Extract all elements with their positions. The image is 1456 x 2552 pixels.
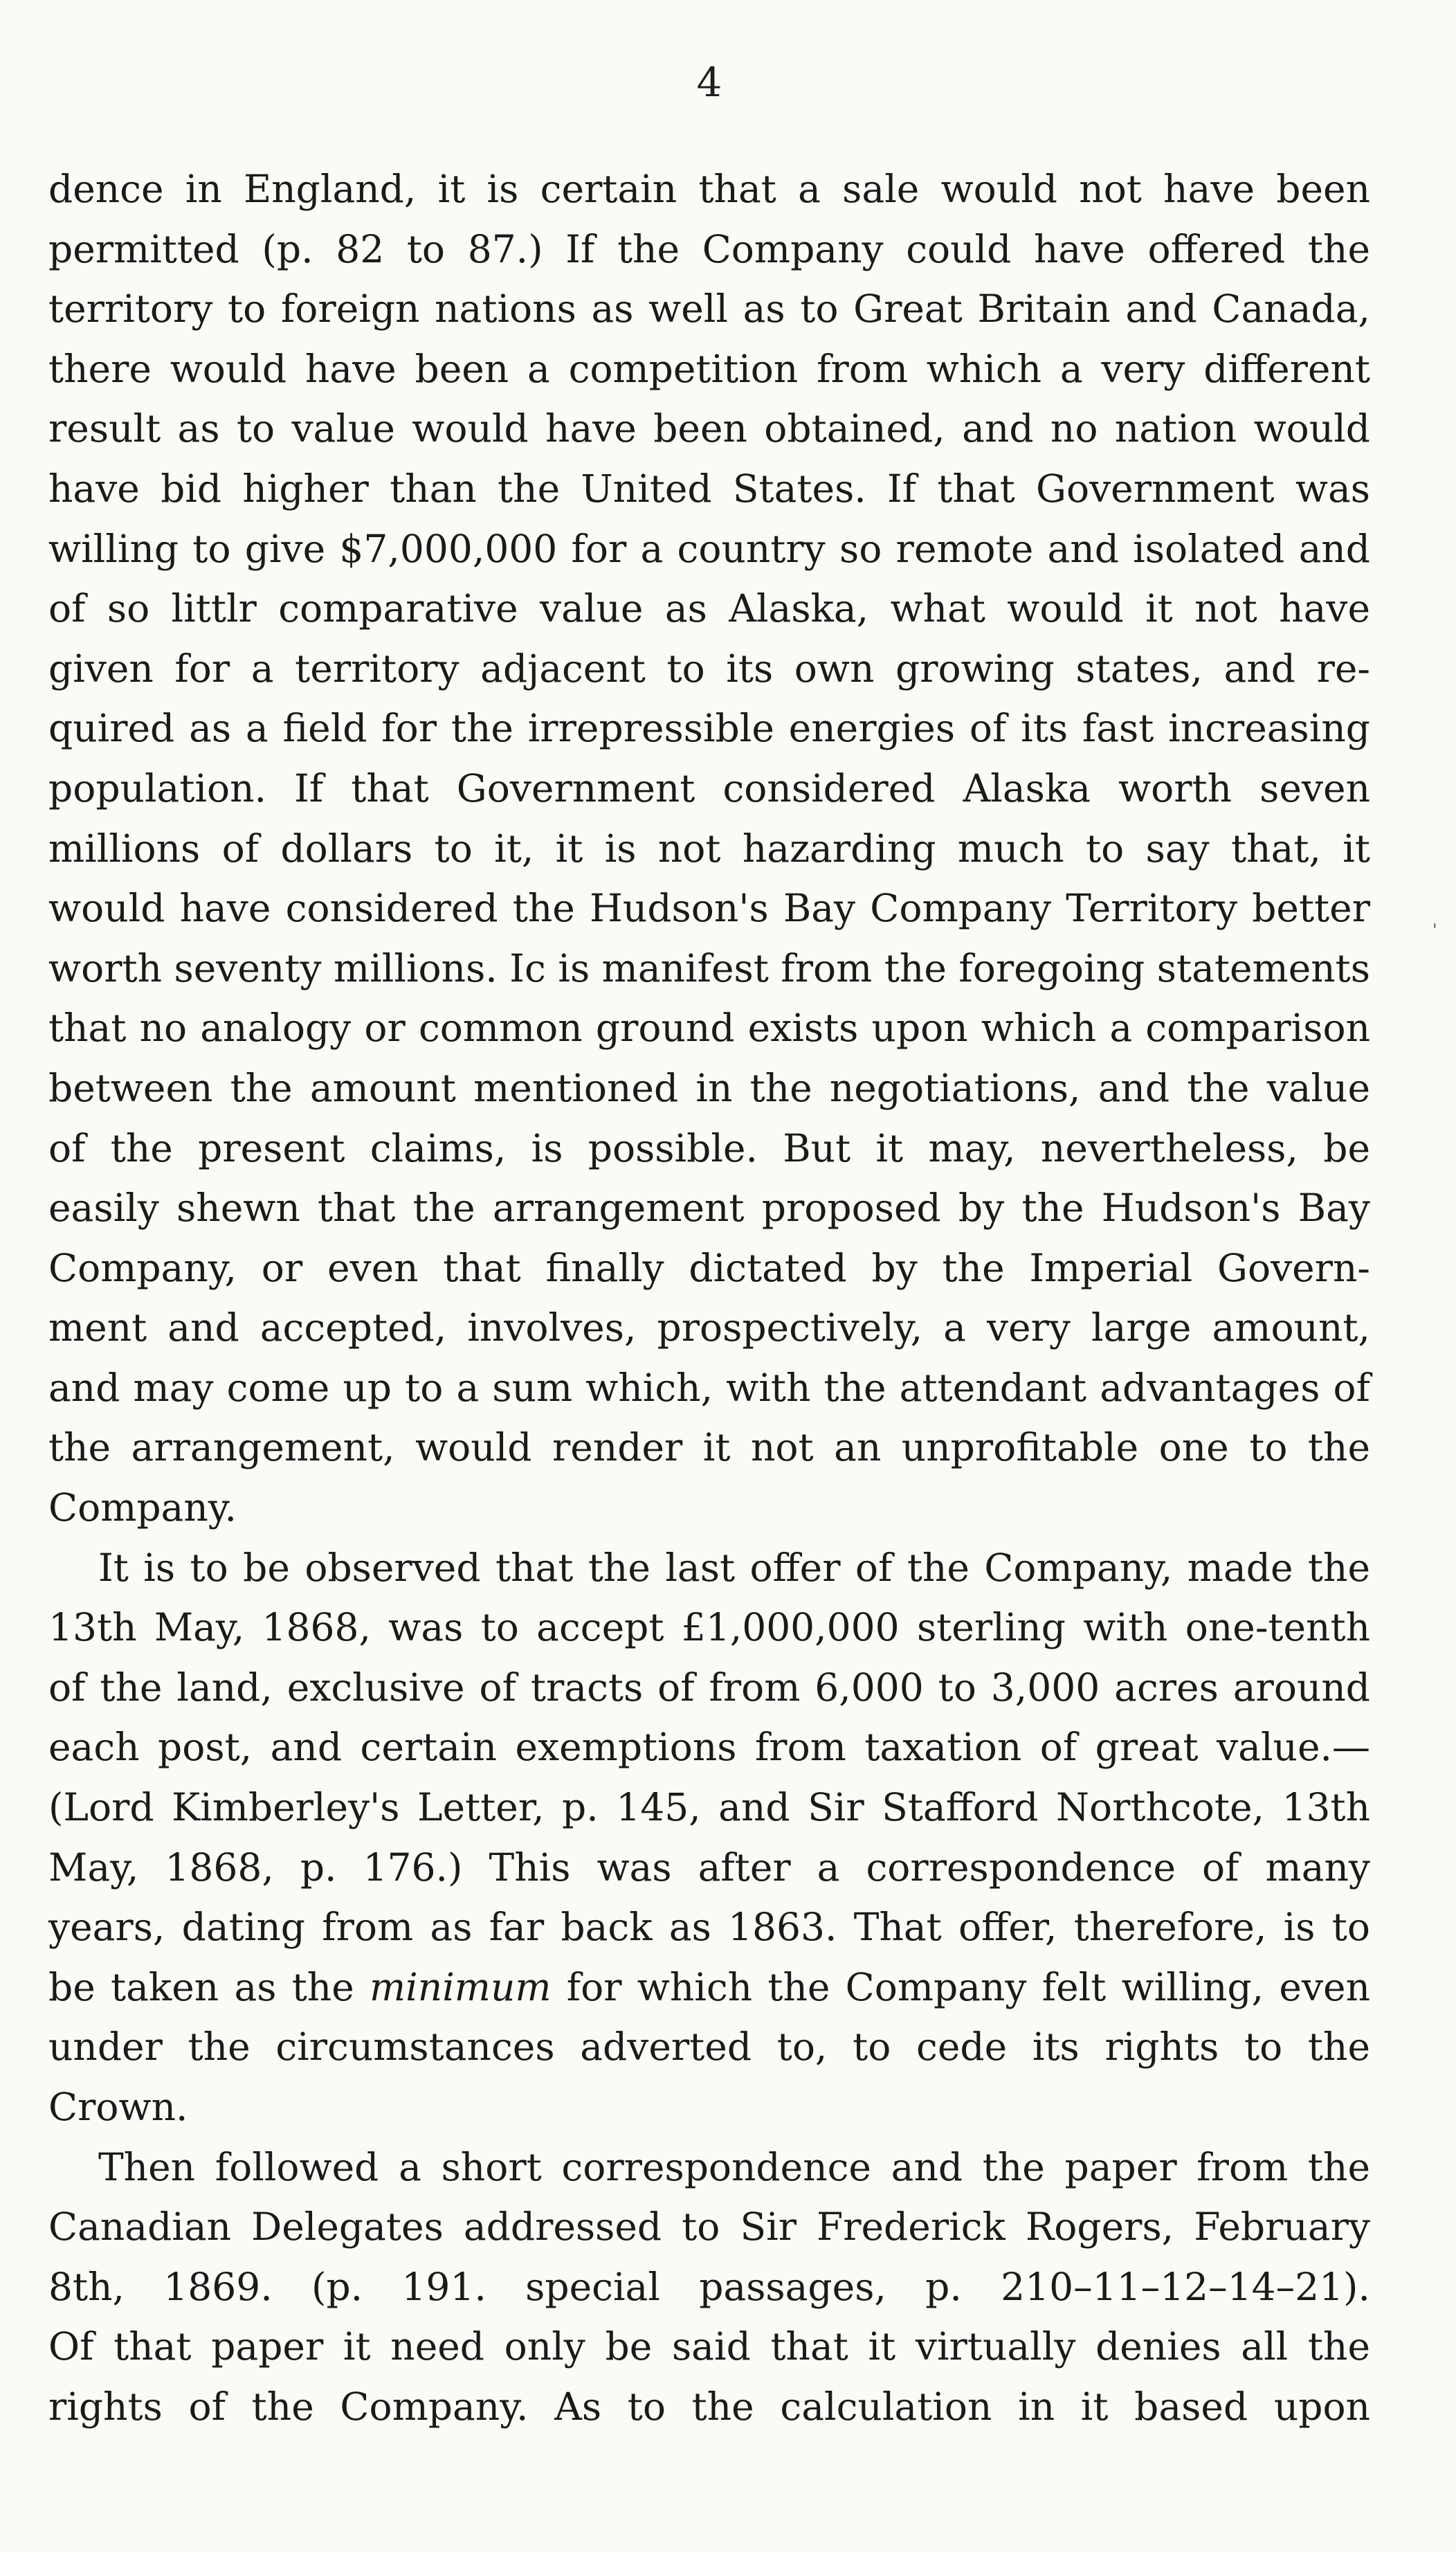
text-line: there would have been a competition from which a very different <box>48 346 1370 391</box>
text-line: Of that paper it need only be said that it virtually denies all the <box>48 2324 1370 2369</box>
text-line: the arrangement, would render it not an unprofitable one to the <box>48 1425 1370 1470</box>
text-line: worth seventy millions. Ic is manifest from the foregoing statements <box>48 945 1370 990</box>
text-line: given for a territory adjacent to its own growing states, and re- <box>48 646 1370 691</box>
text-line: permitted (p. 82 to 87.) If the Company could have offered the <box>48 226 1370 271</box>
body-text <box>48 159 1370 2437</box>
text-line <box>48 1957 1370 2018</box>
text-line: It is to be observed that the last offer of the Company, made the <box>98 1545 1370 1590</box>
text-line: millions of dollars to it, it is not hazarding much to say that, it <box>48 826 1370 871</box>
text-line: Company, or even that finally dictated by the Imperial Govern- <box>48 1245 1370 1290</box>
text-line: willing to give $7,000,000 for a country so remote and isolated and <box>48 526 1370 571</box>
paragraph <box>48 1538 1370 2137</box>
text-line: dence in England, it is certain that a sale would not have been <box>48 167 1370 211</box>
text-line: between the amount mentioned in the negotiations, and the value <box>48 1065 1370 1110</box>
paragraph <box>48 2137 1370 2437</box>
text-line: of the present claims, is possible. But it may, nevertheless, be <box>48 1125 1370 1170</box>
text-line: result as to value would have been obtained, and no nation would <box>48 406 1370 451</box>
book-page <box>48 55 1370 2519</box>
text-line: Crown. <box>48 2085 188 2129</box>
text-segment: for which the Company felt willing, even <box>566 1964 1370 2009</box>
text-line: that no analogy or common ground exists upon which a comparison <box>48 1006 1370 1051</box>
text-line: 8th, 1869. (p. 191. special passages, p. 210–11–12–14–21). <box>48 2264 1370 2309</box>
text-line: of so littlr comparative value as Alaska, what would it not have <box>48 586 1370 631</box>
text-line: quired as a field for the irrepressible energies of its fast increasing <box>48 706 1370 751</box>
emphasis-word: minimum <box>370 1964 552 2009</box>
text-line: of the land, exclusive of tracts of from 6,000 to 3,000 acres around <box>48 1665 1370 1710</box>
text-line: easily shewn that the arrangement proposed by the Hudson's Bay <box>48 1186 1370 1231</box>
text-line: and may come up to a sum which, with the attendant advantages of <box>48 1365 1370 1410</box>
paragraph <box>48 159 1370 1538</box>
text-line: Canadian Delegates addressed to Sir Frederick Rogers, February <box>48 2205 1370 2250</box>
text-line: 13th May, 1868, was to accept £1,000,000 sterling with one-tenth <box>48 1605 1370 1650</box>
text-line: each post, and certain exemptions from taxation of great value.— <box>48 1725 1370 1770</box>
text-line: have bid higher than the United States. If that Government was <box>48 466 1370 511</box>
text-line: rights of the Company. As to the calculation in it based upon <box>48 2384 1370 2429</box>
text-line: ment and accepted, involves, prospectively, a very large amount, <box>48 1305 1370 1350</box>
text-line: (Lord Kimberley's Letter, p. 145, and Sir Stafford Northcote, 13th <box>48 1785 1370 1830</box>
text-segment: be taken as the <box>48 1964 354 2009</box>
text-line: population. If that Government considered Alaska worth seven <box>48 766 1370 811</box>
text-line: would have considered the Hudson's Bay Company Territory better <box>48 886 1370 931</box>
text-line: years, dating from as far back as 1863. That offer, therefore, is to <box>48 1905 1370 1950</box>
text-line: Company. <box>48 1485 237 1530</box>
text-line: territory to foreign nations as well as to Great Britain and Canada, <box>48 287 1370 332</box>
print-speck: ' <box>1432 921 1437 940</box>
text-line: under the circumstances adverted to, to cede its rights to the <box>48 2025 1370 2070</box>
page-number: 4 <box>696 59 722 106</box>
text-line: May, 1868, p. 176.) This was after a correspondence of many <box>48 1845 1370 1890</box>
text-line: Then followed a short correspondence and the paper from the <box>98 2144 1370 2189</box>
